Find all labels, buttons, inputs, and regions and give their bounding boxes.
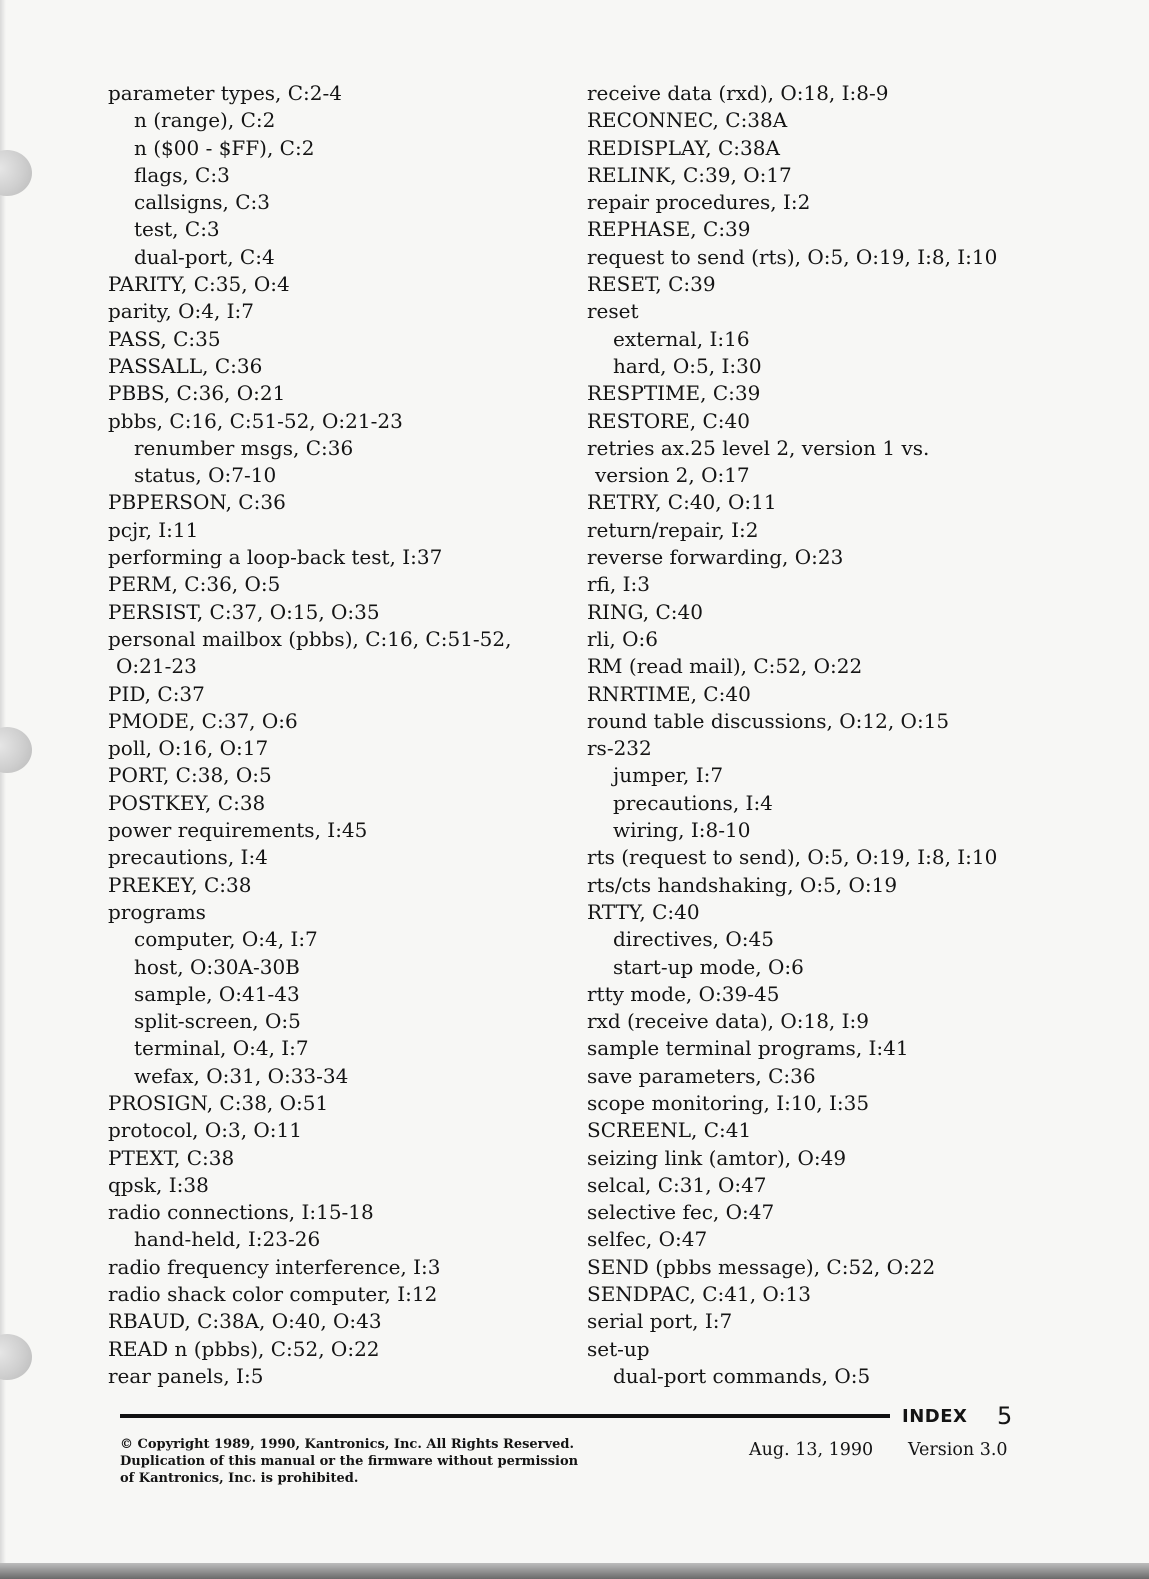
- index-entry: PTEXT, C:38: [108, 1145, 235, 1170]
- index-subentry: jumper, I:7: [613, 763, 724, 788]
- index-entry: save parameters, C:36: [587, 1063, 816, 1088]
- index-entry: RTTY, C:40: [587, 899, 700, 924]
- index-subentry: sample, O:41-43: [134, 981, 300, 1006]
- index-subentry: external, I:16: [613, 326, 750, 351]
- scan-bottom-edge: [0, 1563, 1149, 1579]
- index-column-right: [587, 80, 1107, 1390]
- index-entry: precautions, I:4: [108, 845, 268, 870]
- index-entry: radio frequency interference, I:3: [108, 1254, 441, 1279]
- index-entry: serial port, I:7: [587, 1309, 733, 1334]
- index-entry: RM (read mail), C:52, O:22: [587, 654, 863, 679]
- index-entry: repair procedures, I:2: [587, 190, 811, 215]
- index-subentry: directives, O:45: [613, 927, 774, 952]
- index-entry: pcjr, I:11: [108, 517, 199, 542]
- index-entry: rxd (receive data), O:18, I:9: [587, 1009, 869, 1034]
- index-subentry: start-up mode, O:6: [613, 954, 804, 979]
- footer-copyright: © Copyright 1989, 1990, Kantronics, Inc. All Rights Reserved. Duplication of this manual or the firmware without permission of Kantronics, Inc. is prohibited.: [120, 1437, 579, 1486]
- index-subentry: n (range), C:2: [134, 108, 276, 133]
- index-entry: radio connections, I:15-18: [108, 1200, 374, 1225]
- binder-hole-top: [0, 150, 32, 196]
- index-entry: RESPTIME, C:39: [587, 381, 761, 406]
- index-subentry: callsigns, C:3: [134, 190, 271, 215]
- index-subentry: test, C:3: [134, 217, 220, 242]
- index-subentry: flags, C:3: [134, 162, 230, 187]
- index-column-left: [108, 80, 558, 1390]
- index-entry: pbbs, C:16, C:51-52, O:21-23: [108, 408, 403, 433]
- index-subentry: terminal, O:4, I:7: [134, 1036, 309, 1061]
- index-subentry: split-screen, O:5: [134, 1009, 301, 1034]
- footer-page-number: 5: [997, 1402, 1013, 1430]
- index-entry: RETRY, C:40, O:11: [587, 490, 777, 515]
- index-entry: rts/cts handshaking, O:5, O:19: [587, 872, 898, 897]
- index-subentry: hand-held, I:23-26: [134, 1227, 321, 1252]
- index-entry: PBBS, C:36, O:21: [108, 381, 286, 406]
- index-entry: rli, O:6: [587, 626, 658, 651]
- index-entry: rs-232: [587, 736, 652, 761]
- index-entry: power requirements, I:45: [108, 818, 368, 843]
- index-entry: PARITY, C:35, O:4: [108, 272, 290, 297]
- index-entry: REPHASE, C:39: [587, 217, 751, 242]
- index-subentry: dual-port, C:4: [134, 244, 275, 269]
- index-entry: PID, C:37: [108, 681, 205, 706]
- index-entry: rear panels, I:5: [108, 1363, 264, 1388]
- index-entry: RESET, C:39: [587, 272, 716, 297]
- index-entry: RELINK, C:39, O:17: [587, 162, 792, 187]
- index-entry: set-up: [587, 1336, 650, 1361]
- index-entry: parameter types, C:2-4: [108, 81, 343, 105]
- index-subentry: wefax, O:31, O:33-34: [134, 1063, 349, 1088]
- index-entry: REDISPLAY, C:38A: [587, 135, 780, 160]
- index-entry: RECONNEC, C:38A: [587, 108, 788, 133]
- index-entry: PMODE, C:37, O:6: [108, 708, 298, 733]
- index-entry: SCREENL, C:41: [587, 1118, 752, 1143]
- index-subentry: computer, O:4, I:7: [134, 927, 318, 952]
- index-entry: receive data (rxd), O:18, I:8-9: [587, 81, 889, 105]
- index-entry: RING, C:40: [587, 599, 703, 624]
- index-entry: PASS, C:35: [108, 326, 221, 351]
- index-subentry: n ($00 - $FF), C:2: [134, 135, 315, 160]
- index-subentry: hard, O:5, I:30: [613, 353, 762, 378]
- index-entry: reverse forwarding, O:23: [587, 545, 844, 570]
- index-entry: PREKEY, C:38: [108, 872, 252, 897]
- index-entry: RESTORE, C:40: [587, 408, 750, 433]
- index-entry: retries ax.25 level 2, version 1 vs.: [587, 435, 930, 460]
- index-entry: selcal, C:31, O:47: [587, 1172, 767, 1197]
- index-entry: reset: [587, 299, 639, 324]
- index-entry: selective fec, O:47: [587, 1200, 775, 1225]
- index-entry: personal mailbox (pbbs), C:16, C:51-52,: [108, 626, 512, 651]
- index-entry: qpsk, I:38: [108, 1172, 209, 1197]
- index-entry: sample terminal programs, I:41: [587, 1036, 909, 1061]
- index-subentry: dual-port commands, O:5: [613, 1363, 871, 1388]
- index-entry: SEND (pbbs message), C:52, O:22: [587, 1254, 936, 1279]
- index-entry: SENDPAC, C:41, O:13: [587, 1282, 811, 1307]
- index-entry: scope monitoring, I:10, I:35: [587, 1090, 870, 1115]
- index-entry: READ n (pbbs), C:52, O:22: [108, 1336, 380, 1361]
- index-entry: PERSIST, C:37, O:15, O:35: [108, 599, 380, 624]
- footer-rule: [120, 1414, 890, 1418]
- index-subentry: precautions, I:4: [613, 790, 773, 815]
- footer-date: Aug. 13, 1990: [749, 1440, 874, 1460]
- index-entry-continuation: version 2, O:17: [595, 463, 750, 488]
- footer-version: Version 3.0: [908, 1440, 1008, 1460]
- index-entry: rfi, I:3: [587, 572, 650, 597]
- binder-hole-middle: [0, 727, 32, 773]
- index-entry: seizing link (amtor), O:49: [587, 1145, 847, 1170]
- index-entry: programs: [108, 899, 206, 924]
- index-entry: PERM, C:36, O:5: [108, 572, 281, 597]
- footer-section-label: INDEX: [902, 1406, 968, 1427]
- index-entry: selfec, O:47: [587, 1227, 708, 1252]
- index-entry: rtty mode, O:39-45: [587, 981, 780, 1006]
- index-subentry: host, O:30A-30B: [134, 954, 300, 979]
- index-entry: parity, O:4, I:7: [108, 299, 255, 324]
- index-entry: radio shack color computer, I:12: [108, 1282, 438, 1307]
- index-entry: RNRTIME, C:40: [587, 681, 751, 706]
- index-entry: PROSIGN, C:38, O:51: [108, 1090, 329, 1115]
- binder-hole-bottom: [0, 1334, 32, 1380]
- index-entry: rts (request to send), O:5, O:19, I:8, I:10: [587, 845, 998, 870]
- index-entry-continuation: O:21-23: [116, 654, 197, 679]
- index-entry: protocol, O:3, O:11: [108, 1118, 302, 1143]
- index-entry: return/repair, I:2: [587, 517, 759, 542]
- index-subentry: status, O:7-10: [134, 463, 277, 488]
- index-entry: poll, O:16, O:17: [108, 736, 269, 761]
- index-entry: performing a loop-back test, I:37: [108, 545, 443, 570]
- index-subentry: wiring, I:8-10: [613, 818, 751, 843]
- index-entry: PBPERSON, C:36: [108, 490, 286, 515]
- index-entry: request to send (rts), O:5, O:19, I:8, I:10: [587, 244, 998, 269]
- index-entry: PORT, C:38, O:5: [108, 763, 272, 788]
- index-entry: round table discussions, O:12, O:15: [587, 708, 950, 733]
- index-entry: RBAUD, C:38A, O:40, O:43: [108, 1309, 382, 1334]
- index-entry: POSTKEY, C:38: [108, 790, 266, 815]
- index-subentry: renumber msgs, C:36: [134, 435, 354, 460]
- index-entry: PASSALL, C:36: [108, 353, 263, 378]
